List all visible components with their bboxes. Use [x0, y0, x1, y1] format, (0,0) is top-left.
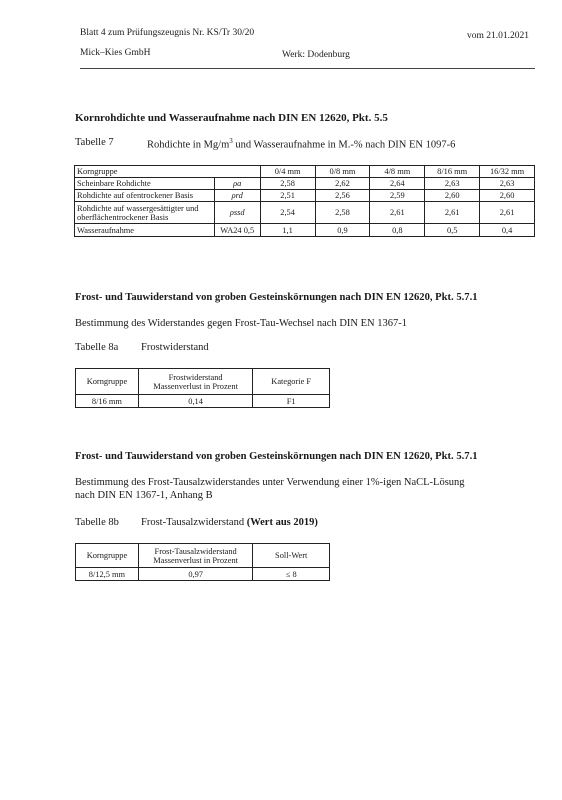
- cell-value: 1,1: [260, 224, 315, 237]
- table-row: [75, 224, 535, 237]
- section-heading-frost: Frost- und Tauwiderstand von groben Gesteinskörnungen nach DIN EN 12620, Pkt. 5.7.1: [75, 292, 478, 303]
- row-symbol: ρa: [214, 178, 260, 190]
- cell-value: 0,14: [138, 395, 253, 408]
- cell-value: 2,54: [260, 202, 315, 224]
- table-row: [75, 190, 535, 202]
- cell-value: 2,59: [370, 190, 425, 202]
- table-row: [76, 395, 330, 408]
- cell-target: ≤ 8: [253, 568, 330, 581]
- cell-group: 8/12,5 mm: [76, 568, 139, 581]
- cell-value: 2,63: [425, 178, 480, 190]
- header-soll-wert: Soll-Wert: [253, 544, 330, 568]
- table-row: [75, 202, 535, 224]
- section-heading-density: Kornrohdichte und Wasseraufnahme nach DIN EN 12620, Pkt. 5.5: [75, 112, 388, 124]
- section-text-frost: Bestimmung des Widerstandes gegen Frost-Tau-Wechsel nach DIN EN 1367-1: [75, 318, 407, 329]
- cell-value: 2,58: [260, 178, 315, 190]
- cell-group: 8/16 mm: [76, 395, 139, 408]
- header-korngruppe: Korngruppe: [76, 369, 139, 395]
- row-label: Scheinbare Rohdichte: [75, 178, 215, 190]
- section-heading-deicing: Frost- und Tauwiderstand von groben Gesteinskörnungen nach DIN EN 12620, Pkt. 5.7.1: [75, 451, 478, 462]
- cell-value: 2,64: [370, 178, 425, 190]
- table-8b-deicing: [75, 543, 330, 581]
- table-8a-frost: [75, 368, 330, 408]
- cell-value: 0,4: [480, 224, 535, 237]
- table-header-row: [76, 544, 330, 568]
- cell-value: 2,58: [315, 202, 370, 224]
- header-korngruppe: Korngruppe: [75, 166, 261, 178]
- table8a-caption: Frostwiderstand: [141, 342, 209, 353]
- cell-value: 2,61: [480, 202, 535, 224]
- table7-caption: Rohdichte in $Mg/m^3$ und Wasseraufnahme in M.-% nach DIN EN 1097-6: [147, 137, 456, 151]
- table8b-caption: Frost-Tausalzwiderstand (Wert aus 2019): [141, 517, 318, 528]
- column-header: 16/32 mm: [480, 166, 535, 178]
- header-frostwiderstand: Frostwiderstand Massenverlust in Prozent: [138, 369, 253, 395]
- row-label: Wasseraufnahme: [75, 224, 215, 237]
- table-row: [75, 178, 535, 190]
- cell-value: 0,8: [370, 224, 425, 237]
- table7-label: Tabelle 7: [75, 137, 114, 148]
- table-header-row: [76, 369, 330, 395]
- column-header: 8/16 mm: [425, 166, 480, 178]
- column-header: 4/8 mm: [370, 166, 425, 178]
- row-label: Rohdichte auf ofentrockener Basis: [75, 190, 215, 202]
- header-divider: [80, 68, 535, 69]
- cell-value: 2,61: [425, 202, 480, 224]
- company-name: Mick–Kies GmbH: [80, 48, 151, 58]
- column-header: 0/8 mm: [315, 166, 370, 178]
- cell-value: 2,63: [480, 178, 535, 190]
- plant-name: Werk: Dodenburg: [282, 50, 350, 60]
- cell-value: 2,60: [425, 190, 480, 202]
- header-kategorie: Kategorie F: [253, 369, 330, 395]
- row-label: Rohdichte auf wassergesättigter und oberflächentrockener Basis: [75, 202, 215, 224]
- report-date: vom 21.01.2021: [467, 31, 530, 41]
- row-symbol: ρssd: [214, 202, 260, 224]
- section-text-deicing-1: Bestimmung des Frost-Tausalzwiderstandes unter Verwendung einer 1%-igen NaCL-Lösung: [75, 477, 465, 488]
- table-7-density: [74, 165, 535, 237]
- header-korngruppe: Korngruppe: [76, 544, 139, 568]
- cell-category: F1: [253, 395, 330, 408]
- header-tausalzwiderstand: Frost-Tausalzwiderstand Massenverlust in Prozent: [138, 544, 253, 568]
- row-symbol: ρrd: [214, 190, 260, 202]
- cell-value: 0,9: [315, 224, 370, 237]
- cell-value: 2,51: [260, 190, 315, 202]
- table-header-row: [75, 166, 535, 178]
- cell-value: 2,60: [480, 190, 535, 202]
- cell-value: 0,5: [425, 224, 480, 237]
- table-row: [76, 568, 330, 581]
- row-symbol: WA24 0,5: [214, 224, 260, 237]
- cell-value: 2,56: [315, 190, 370, 202]
- table8a-label: Tabelle 8a: [75, 342, 119, 353]
- table8b-label: Tabelle 8b: [75, 517, 119, 528]
- section-text-deicing-2: nach DIN EN 1367-1, Anhang B: [75, 490, 213, 501]
- cell-value: 2,61: [370, 202, 425, 224]
- sheet-reference: Blatt 4 zum Prüfungszeugnis Nr. KS/Tr 30/20: [80, 28, 255, 38]
- column-header: 0/4 mm: [260, 166, 315, 178]
- cell-value: 0,97: [138, 568, 253, 581]
- cell-value: 2,62: [315, 178, 370, 190]
